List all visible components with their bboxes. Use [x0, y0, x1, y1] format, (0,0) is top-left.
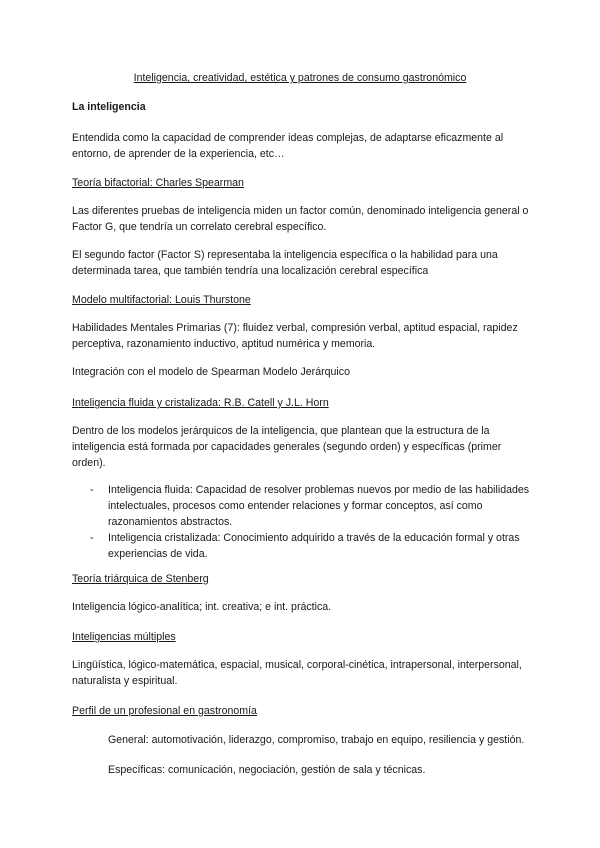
perfil-especificas: Específicas: comunicación, negociación, gestión de sala y técnicas. — [108, 764, 426, 776]
perfil-general: General: automotivación, liderazgo, compromiso, trabajo en equipo, resiliencia y gestión. — [108, 734, 525, 746]
catell-heading: Inteligencia fluida y cristalizada: R.B. Catell y J.L. Horn — [72, 397, 329, 409]
thurstone-paragraph-2: Integración con el modelo de Spearman Modelo Jerárquico — [72, 366, 350, 378]
spearman-paragraph-2: El segundo factor (Factor S) representaba la inteligencia específica o la habilidad para una determinada tarea, que también tendría una localización cerebral específica — [72, 249, 498, 277]
thurstone-paragraph-1: Habilidades Mentales Primarias (7): fluidez verbal, compresión verbal, aptitud espacial, rapidez perceptiva, razonamiento inductivo, aptitud numérica y memoria. — [72, 322, 518, 350]
spearman-heading: Teoría bifactorial: Charles Spearman — [72, 177, 244, 189]
list-item — [72, 530, 532, 562]
intelligence-types-list — [72, 482, 532, 562]
multiples-paragraph: Lingüística, lógico-matemática, espacial, musical, corporal-cinética, intrapersonal, interpersonal, naturalista y espiritual. — [72, 659, 522, 687]
multiples-heading: Inteligencias múltiples — [72, 631, 176, 643]
spearman-paragraph-1: Las diferentes pruebas de inteligencia miden un factor común, denominado inteligencia general o Factor G, que tendría un correlato cerebral específico. — [72, 205, 529, 233]
bullet-dash: - — [90, 532, 94, 544]
stenberg-heading: Teoría triárquica de Stenberg — [72, 573, 209, 585]
list-item-text: Inteligencia cristalizada: Conocimiento adquirido a través de la educación formal y otras experiencias de vida. — [108, 532, 520, 560]
bullet-dash: - — [90, 484, 94, 496]
perfil-heading: Perfil de un profesional en gastronomía — [72, 705, 257, 717]
list-item-text: Inteligencia fluida: Capacidad de resolver problemas nuevos por medio de las habilidades intelectuales, procesos como entender relaciones y formar conceptos, así como razonamientos abstractos. — [108, 484, 530, 528]
stenberg-paragraph: Inteligencia lógico-analítica; int. creativa; e int. práctica. — [72, 601, 332, 613]
list-item — [72, 482, 532, 530]
catell-paragraph: Dentro de los modelos jerárquicos de la inteligencia, que plantean que la estructura de la inteligencia está formada por capacidades generales (segundo orden) y específicas (primer orden). — [72, 425, 502, 469]
document-title: Inteligencia, creatividad, estética y patrones de consumo gastronómico — [133, 72, 467, 84]
intro-paragraph: Entendida como la capacidad de comprender ideas complejas, de adaptarse eficazmente al entorno, de aprender de la experiencia, etc… — [72, 132, 504, 160]
section-heading-inteligencia: La inteligencia — [72, 101, 146, 113]
thurstone-heading: Modelo multifactorial: Louis Thurstone — [72, 294, 251, 306]
